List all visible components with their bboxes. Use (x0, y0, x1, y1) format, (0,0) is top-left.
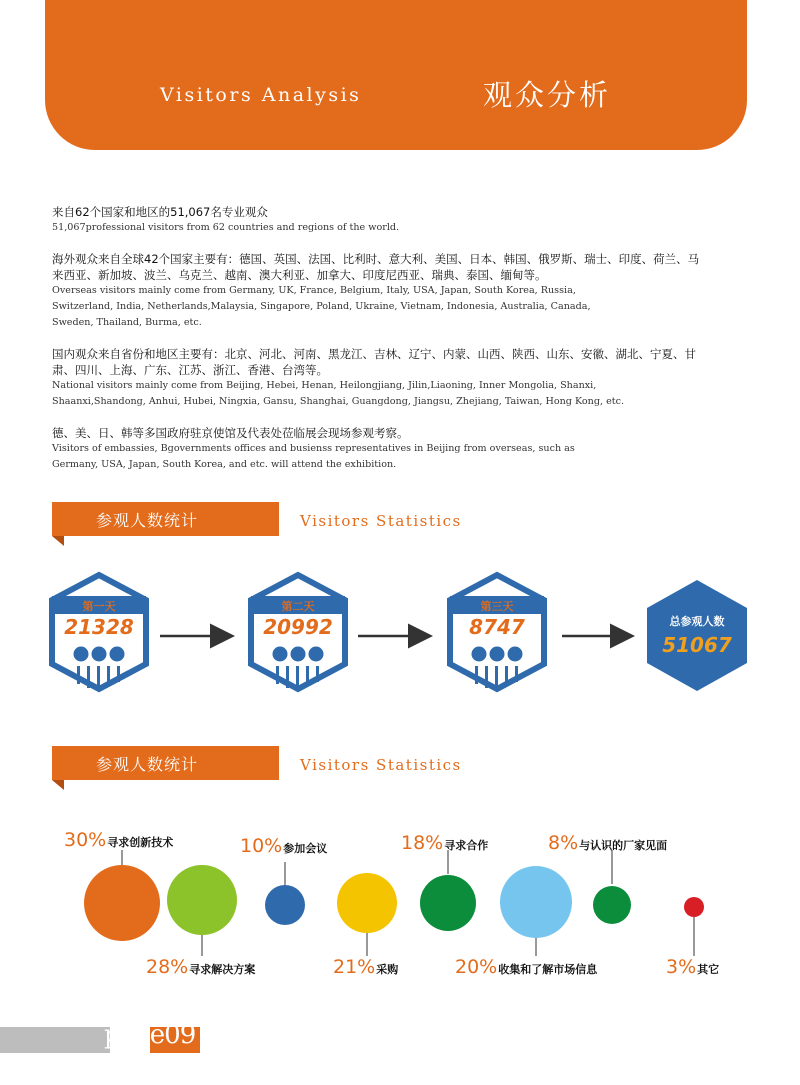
bubble-18 (420, 875, 476, 931)
purpose-3-label: 10%参加会议 (240, 835, 328, 857)
purpose-4-label: 21%采购 (333, 956, 399, 978)
intro-p3-en-1: National visitors mainly come from Beijing, Hebei, Henan, Heilongjiang, Jilin,Liaoning, Inner Mongolia, Shanxi, (52, 380, 597, 391)
page-header (45, 0, 747, 150)
bubble-28 (167, 865, 237, 935)
day2-value: 20992 (263, 615, 333, 639)
purpose-7-label: 8%与认识的厂家见面 (548, 832, 668, 854)
page-number: page09 (104, 1020, 196, 1050)
section2-banner (52, 746, 279, 780)
section1-banner (52, 502, 279, 536)
intro-p2-cn-2: 来西亚、新加坡、波兰、乌克兰、越南、澳大利亚、加拿大、印度尼西亚、瑞典、泰国、缅甸等。 (52, 268, 547, 282)
section2-label-cn: 参观人数统计 (96, 755, 199, 774)
intro-p1-cn: 来自62个国家和地区的51,067名专业观众 (52, 205, 268, 219)
purpose-8-label: 3%其它 (666, 956, 720, 978)
intro-p3-cn-2: 肃、四川、上海、广东、江苏、浙江、香港、台湾等。 (52, 363, 328, 377)
section1-label-cn: 参观人数统计 (96, 511, 199, 530)
intro-p2-en-1: Overseas visitors mainly come from Germany, UK, France, Belgium, Italy, USA, Japan, South Korea, Russia, (52, 285, 576, 296)
bubble-3 (684, 897, 704, 917)
intro-p4-en-1: Visitors of embassies, Bgovernments offices and busienss representatives in Beijing from overseas, such as (52, 443, 575, 454)
bubble-20 (500, 866, 572, 938)
bubble-21 (337, 873, 397, 933)
footer-bar (0, 1027, 110, 1053)
day1-value: 21328 (64, 615, 134, 639)
total-label: 总参观人数 (669, 615, 725, 628)
intro-p3-en-2: Shaanxi,Shandong, Anhui, Hubei, Ningxia, Gansu, Shanghai, Guangdong, Jiangsu, Zhejiang, Taiwan, Hong Kong, etc. (52, 396, 625, 407)
day3-label: 第三天 (480, 600, 514, 613)
purpose-5-label: 18%寻求合作 (401, 832, 489, 854)
header-title-cn: 观众分析 (483, 78, 612, 112)
section2-label-en: Visitors Statistics (300, 756, 462, 774)
intro-p2-en-2: Switzerland, India, Netherlands,Malaysia, Singapore, Poland, Ukraine, Vietnam, Indonesia, Australia, Canada, (52, 301, 591, 312)
intro-p4-cn: 德、美、日、韩等多国政府驻京使馆及代表处莅临展会现场参观考察。 (52, 426, 409, 440)
day2-label: 第二天 (281, 600, 315, 613)
intro-p2-en-3: Sweden, Thailand, Burma, etc. (52, 317, 202, 328)
header-title-en: Visitors Analysis (160, 84, 362, 106)
intro-p1-en: 51,067professional visitors from 62 countries and regions of the world. (52, 222, 400, 233)
intro-p4-en-2: Germany, USA, Japan, South Korea, and etc. will attend the exhibition. (52, 459, 397, 470)
day1-label: 第一天 (82, 600, 116, 613)
bubble-30 (84, 865, 160, 941)
bubble-8 (593, 886, 631, 924)
bubble-10 (265, 885, 305, 925)
purpose-2-label: 28%寻求解决方案 (146, 956, 256, 978)
section1-label-en: Visitors Statistics (300, 512, 462, 530)
intro-text (52, 204, 752, 473)
intro-p3-cn-1: 国内观众来自省份和地区主要有：北京、河北、河南、黑龙江、吉林、辽宁、内蒙、山西、陕西、山东、安徽、湖北、宁夏、甘 (52, 347, 696, 361)
day3-value: 8747 (469, 615, 525, 639)
purpose-1-label: 30%寻求创新技术 (64, 829, 174, 851)
purpose-6-label: 20%收集和了解市场信息 (455, 956, 598, 978)
intro-p2-cn-1: 海外观众来自全球42个国家主要有：德国、英国、法国、比利时、意大利、美国、日本、韩国、俄罗斯、瑞士、印度、荷兰、马 (52, 252, 700, 266)
total-value: 51067 (662, 633, 732, 657)
